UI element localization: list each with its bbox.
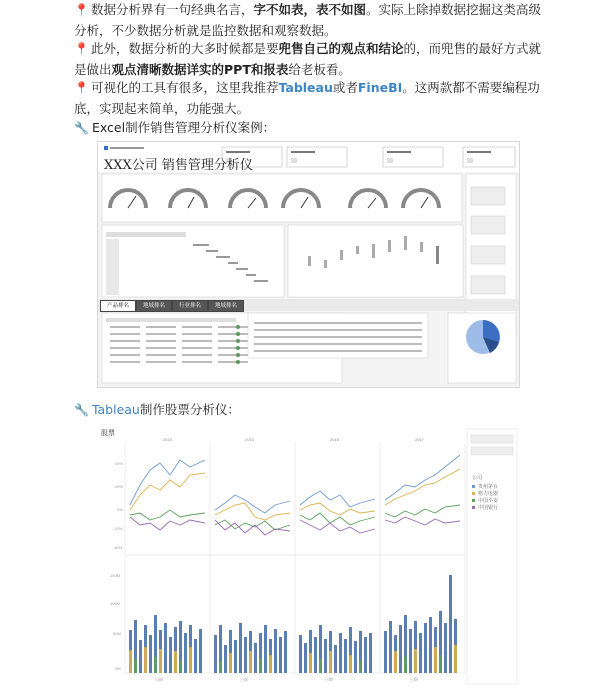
tab-region-rank-2[interactable]: 地域排名 <box>208 300 244 312</box>
svg-text:2015: 2015 <box>245 437 254 442</box>
wrench-icon: 🔧 <box>74 121 89 135</box>
wrench-icon: 🔧 <box>74 403 89 417</box>
excel-dashboard-image <box>97 141 520 388</box>
svg-text:日期: 日期 <box>410 677 418 682</box>
caption-tableau: 🔧 Tableau制作股票分析仪： <box>74 400 544 421</box>
svg-text:日期: 日期 <box>240 677 248 682</box>
svg-text:2017: 2017 <box>415 437 424 442</box>
paragraph-3: 📍 可视化的工具有很多，这里我推荐Tableau或者FineBI。这两款都不需要编程功底，实现起来简单，功能强大。 <box>74 80 540 116</box>
tab-region-rank[interactable]: 地域排名 <box>136 300 172 312</box>
legend-title: 公司 <box>472 475 483 481</box>
tableau-dashboard-image <box>95 425 520 688</box>
pin-icon: 📍 <box>74 3 89 17</box>
tab-product-rank[interactable]: 产品排名 <box>100 300 136 312</box>
paragraph-1: 📍 数据分析界有一句经典名言，字不如表，表不如图。实际上除掉数据挖掘这类高级分析，不少数据分析就是监控数据和观察数据。 <box>74 2 541 38</box>
svg-text:日期: 日期 <box>325 677 333 682</box>
pin-icon: 📍 <box>74 81 89 95</box>
svg-text:2016: 2016 <box>330 437 339 442</box>
legend-item[interactable]: 中国银行 <box>478 505 499 511</box>
svg-text:40%: 40% <box>115 461 124 466</box>
paragraph-2: 📍 此外，数据分析的大多时候都是要兜售自己的观点和结论的，而兜售的最好方式就是做出观点清晰数据详实的PPT和报表给老板看。 <box>74 41 541 77</box>
legend-item[interactable]: 中国平安 <box>478 498 499 504</box>
svg-text:日期: 日期 <box>155 677 163 682</box>
legend-item[interactable]: 格力电器 <box>478 491 499 497</box>
stock-title: 股票 <box>101 429 115 437</box>
caption-excel: 🔧 Excel制作销售管理分析仪案例： <box>74 118 544 139</box>
svg-text:2014: 2014 <box>163 437 172 442</box>
svg-text:-40%: -40% <box>113 545 123 550</box>
pin-icon: 📍 <box>74 42 89 56</box>
dashboard-title: XXX公司 销售管理分析仪 <box>104 158 253 173</box>
svg-text:0M: 0M <box>115 666 121 671</box>
finebi-link[interactable]: FineBI <box>357 80 403 95</box>
excel-dashboard-graphic <box>98 142 519 387</box>
svg-text:100M: 100M <box>110 601 121 606</box>
svg-text:20%: 20% <box>115 484 124 489</box>
svg-text:150M: 150M <box>110 573 121 578</box>
tab-industry-rank[interactable]: 行业排名 <box>172 300 208 312</box>
svg-text:-20%: -20% <box>113 526 123 531</box>
legend-item[interactable]: 贵州茅台 <box>478 484 499 490</box>
svg-text:0%: 0% <box>117 507 123 512</box>
svg-text:50M: 50M <box>113 631 121 636</box>
tableau-link[interactable]: Tableau <box>278 80 333 95</box>
tableau-link-2[interactable]: Tableau <box>91 402 140 417</box>
stock-chart-graphic <box>95 425 520 688</box>
